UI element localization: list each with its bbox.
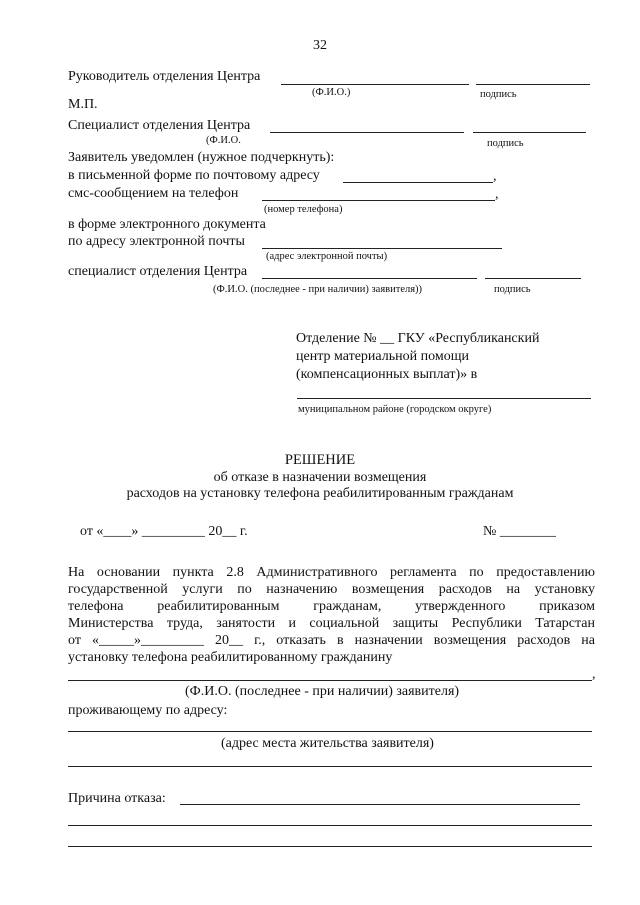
notification-heading: Заявитель уведомлен (нужное подчеркнуть):	[68, 150, 335, 165]
addressee-line-3: (компенсационных выплат)» в	[296, 367, 478, 382]
address-caption: (адрес места жительства заявителя)	[221, 736, 434, 751]
specialist-fio-line	[270, 132, 464, 133]
decision-date: от «____» _________ 20__ г.	[80, 524, 248, 539]
document-title: РЕШЕНИЕ	[284, 452, 356, 468]
email-line	[262, 248, 502, 249]
written-form-label: в письменной форме по почтовому адресу	[68, 168, 320, 183]
comma: ,	[495, 187, 499, 202]
body-line-5: от «_____»_________ 20__ г., отказать в назначении возмещения расходов на	[68, 633, 595, 648]
reason-line-2	[68, 825, 592, 826]
body-line-6: установку телефона реабилитированному гражданину	[68, 650, 393, 665]
phone-line	[262, 200, 495, 201]
stamp-place: М.П.	[68, 97, 98, 112]
electronic-label-2: по адресу электронной почты	[68, 234, 245, 249]
addressee-line-2: центр материальной помощи	[296, 349, 469, 364]
page-number: 32	[313, 38, 327, 53]
document-subtitle-1: об отказе в назначении возмещения	[213, 470, 427, 485]
body-line-4: Министерства труда, занятости и социальной защиты Республики Татарстан	[68, 616, 595, 631]
comma: ,	[592, 667, 596, 682]
email-caption: (адрес электронной почты)	[266, 251, 388, 262]
decision-number: № ________	[483, 524, 556, 539]
specialist-signature-line	[473, 132, 586, 133]
address-line-2	[68, 766, 592, 767]
body-line-2: государственной услуги по назначению возмещения расходов на установку	[68, 582, 595, 597]
applicant-caption: (Ф.И.О. (последнее - при наличии) заявителя))	[213, 284, 423, 295]
head-signature-line	[476, 84, 590, 85]
body-line-1: На основании пункта 2.8 Административного регламента по предоставлению	[68, 565, 595, 580]
reason-line-3	[68, 846, 592, 847]
head-fio-line	[281, 84, 469, 85]
applicant-name-line	[68, 680, 592, 681]
specialist-label: Специалист отделения Центра	[68, 118, 251, 133]
head-label: Руководитель отделения Центра	[68, 69, 261, 84]
residing-label: проживающему по адресу:	[68, 703, 228, 718]
phone-caption: (номер телефона)	[264, 204, 343, 215]
reason-line-1	[180, 804, 580, 805]
document-subtitle-2: расходов на установку телефона реабилитированным гражданам	[126, 486, 514, 501]
notify-signature-caption: подпись	[494, 284, 531, 295]
addressee-line-1: Отделение № __ ГКУ «Республиканский	[296, 331, 540, 346]
postal-address-line	[343, 182, 493, 183]
sms-label: смс-сообщением на телефон	[68, 186, 239, 201]
head-fio-caption: (Ф.И.О.)	[312, 87, 351, 98]
municipality-line	[297, 398, 591, 399]
head-signature-caption: подпись	[480, 89, 517, 100]
comma: ,	[493, 169, 497, 184]
specialist-fio-caption: (Ф.И.О.	[206, 135, 241, 146]
body-applicant-caption: (Ф.И.О. (последнее - при наличии) заявителя)	[185, 684, 460, 699]
municipality-caption: муниципальном районе (городском округе)	[298, 404, 492, 415]
notify-fio-line	[262, 278, 477, 279]
notify-specialist-label: специалист отделения Центра	[68, 264, 248, 279]
notify-signature-line	[485, 278, 581, 279]
electronic-label-1: в форме электронного документа	[68, 217, 266, 232]
body-line-3: телефона реабилитированным гражданам, утвержденного приказом	[68, 599, 595, 614]
address-line-1	[68, 731, 592, 732]
specialist-signature-caption: подпись	[487, 138, 524, 149]
reason-label: Причина отказа:	[68, 791, 166, 806]
